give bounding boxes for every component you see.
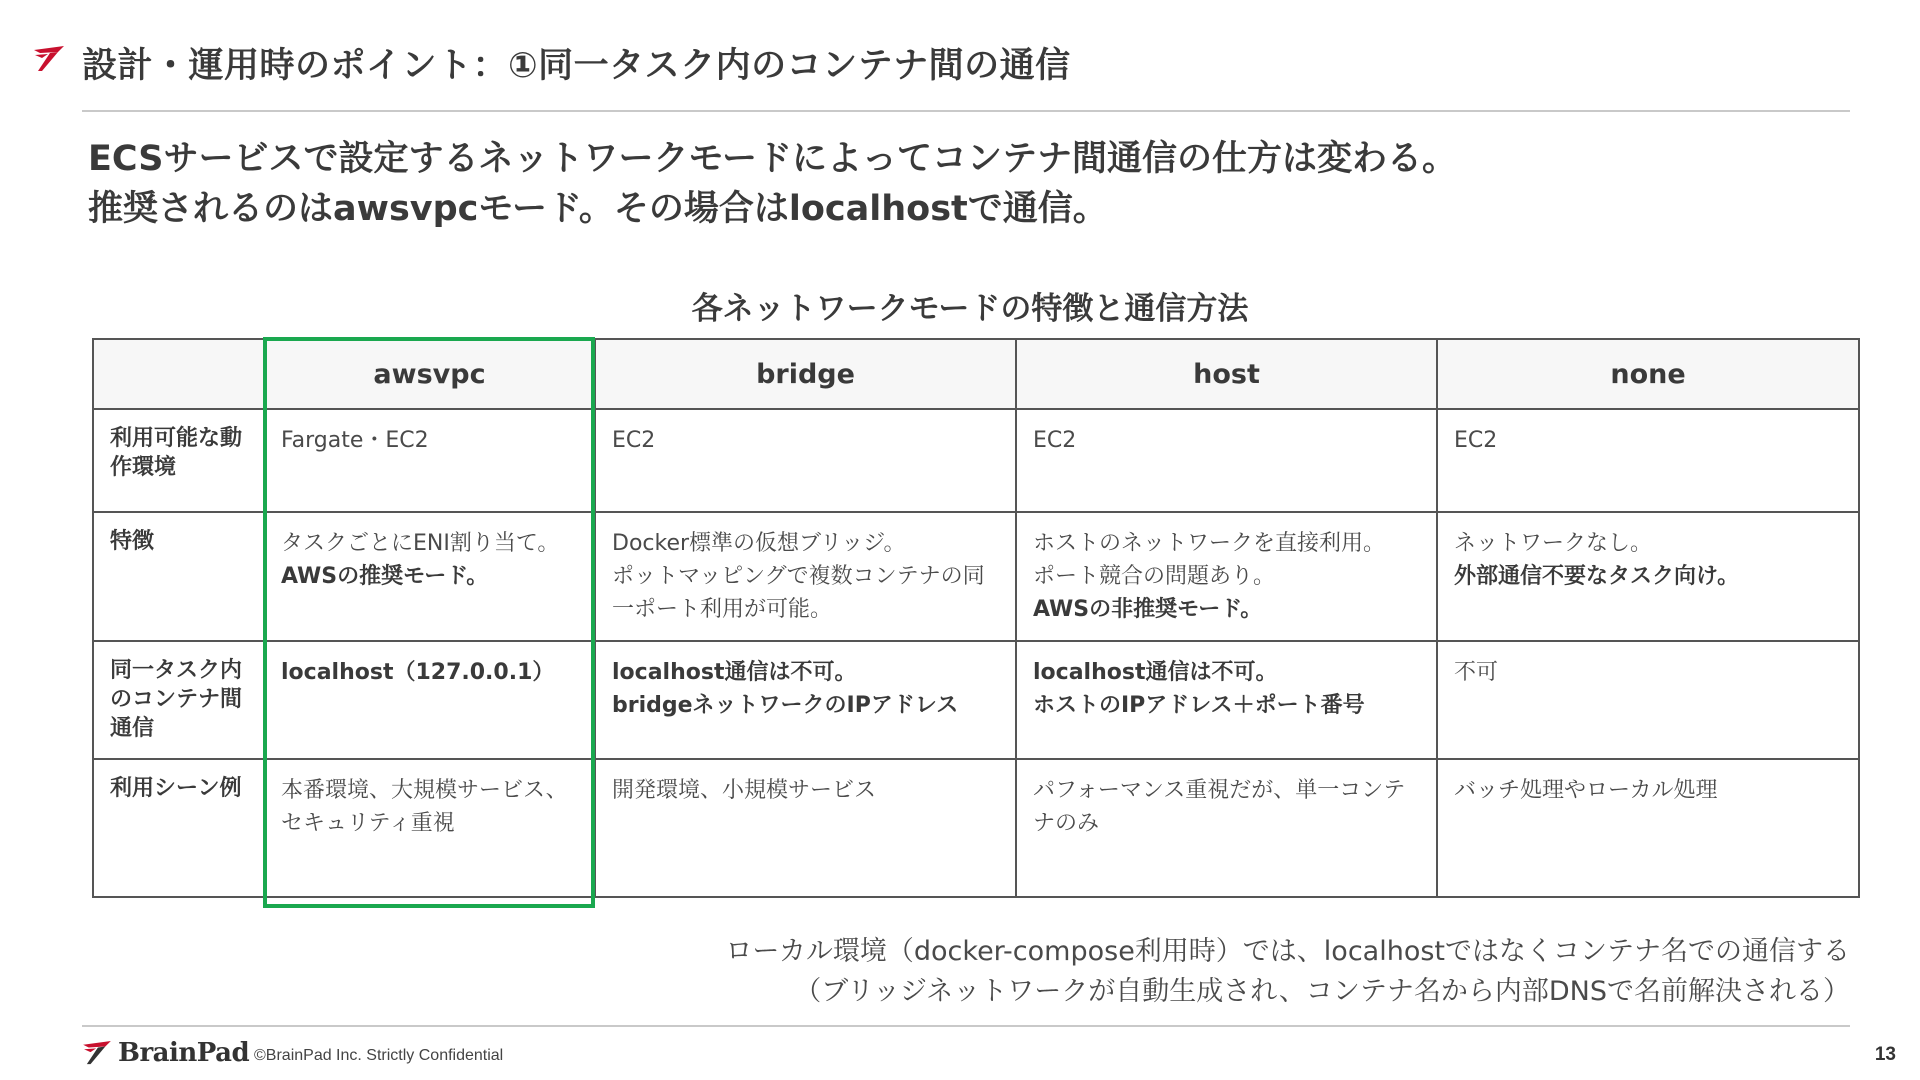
cell-text: EC2	[1033, 428, 1077, 453]
cell-text: 本番環境、大規模サービス、セキュリティ重視	[281, 778, 568, 836]
cell-emphasis-text: AWSの非推奨モード。	[1033, 597, 1263, 622]
table-caption: 各ネットワークモードの特徴と通信方法	[691, 291, 1249, 327]
row-label: 利用可能な動作環境	[93, 409, 264, 512]
cell-bridge	[595, 512, 1016, 641]
cell-none	[1437, 759, 1859, 897]
cell-awsvpc	[264, 641, 595, 759]
copyright-text: ©BrainPad Inc. Strictly Confidential	[254, 1047, 504, 1064]
cell-emphasis-text: localhost通信は不可。	[612, 660, 857, 685]
cell-text: バッチ処理やローカル処理	[1454, 778, 1718, 803]
cell-text: Fargate・EC2	[281, 428, 429, 453]
network-mode-table	[92, 338, 1858, 898]
footnote-line-1: ローカル環境（docker-compose利用時）では、localhostではなくコンテナ名での通信する	[725, 936, 1850, 967]
cell-host	[1016, 759, 1437, 897]
row-label: 特徴	[93, 512, 264, 641]
cell-bridge	[595, 641, 1016, 759]
row-label: 同一タスク内のコンテナ間通信	[93, 641, 264, 759]
footer-divider	[82, 1025, 1850, 1027]
table-header-row	[93, 339, 1859, 409]
cell-text: ネットワークなし。	[1454, 531, 1653, 556]
cell-text: 開発環境、小規模サービス	[612, 778, 877, 803]
cell-emphasis-text: 外部通信不要なタスク向け。	[1454, 564, 1740, 589]
cell-host	[1016, 641, 1437, 759]
row-intra-task-communication	[93, 641, 1859, 759]
row-label: 利用シーン例	[93, 759, 264, 897]
row-features	[93, 512, 1859, 641]
lead-line-2: 推奨されるのはawsvpcモード。その場合はlocalhostで通信。	[88, 189, 1108, 229]
row-use-cases	[93, 759, 1859, 897]
cell-awsvpc	[264, 759, 595, 897]
cell-awsvpc	[264, 409, 595, 512]
column-header-awsvpc: awsvpc	[264, 339, 595, 409]
cell-awsvpc	[264, 512, 595, 641]
cell-text: ポート競合の問題あり。	[1033, 564, 1276, 589]
cell-emphasis-text: ホストのIPアドレス＋ポート番号	[1033, 693, 1365, 718]
page-title: 設計・運用時のポイント：①同一タスク内のコンテナ間の通信	[82, 46, 1071, 86]
cell-text: ポットマッピングで複数コンテナの同一ポート利用が可能。	[612, 564, 985, 622]
cell-text: EC2	[612, 428, 656, 453]
cell-bridge	[595, 409, 1016, 512]
footer-logo-text: BrainPad	[118, 1038, 250, 1068]
cell-text: タスクごとにENI割り当て。	[281, 531, 560, 556]
page-number: 13	[1874, 1044, 1896, 1065]
cell-text: Docker標準の仮想ブリッジ。	[612, 531, 906, 556]
cell-emphasis-text: localhost（127.0.0.1）	[281, 660, 555, 685]
cell-host	[1016, 409, 1437, 512]
cell-none	[1437, 409, 1859, 512]
cell-text: パフォーマンス重視だが、単一コンテナのみ	[1033, 778, 1406, 836]
row-environment	[93, 409, 1859, 512]
footnote	[725, 932, 1850, 1012]
cell-bridge	[595, 759, 1016, 897]
header-divider	[82, 110, 1850, 112]
lead-text	[88, 134, 1457, 234]
cell-host	[1016, 512, 1437, 641]
brainpad-mark-icon	[32, 46, 66, 72]
brainpad-footer-mark-icon	[80, 1041, 114, 1065]
cell-emphasis-text: bridgeネットワークのIPアドレス	[612, 693, 959, 718]
footnote-line-2: （ブリッジネットワークが自動生成され、コンテナ名から内部DNSで名前解決される）	[794, 976, 1850, 1007]
lead-line-1: ECSサービスで設定するネットワークモードによってコンテナ間通信の仕方は変わる。	[88, 139, 1458, 179]
mode-table	[92, 338, 1860, 898]
cell-emphasis-text: localhost通信は不可。	[1033, 660, 1278, 685]
cell-none	[1437, 641, 1859, 759]
column-header-host: host	[1016, 339, 1437, 409]
cell-text: ホストのネットワークを直接利用。	[1033, 531, 1386, 556]
cell-text: EC2	[1454, 428, 1498, 453]
column-header-none: none	[1437, 339, 1859, 409]
footer-logo	[80, 1036, 249, 1070]
cell-none	[1437, 512, 1859, 641]
cell-emphasis-text: AWSの推奨モード。	[281, 564, 489, 589]
table-corner-cell	[93, 339, 264, 409]
cell-text: 不可	[1454, 660, 1499, 685]
column-header-bridge: bridge	[595, 339, 1016, 409]
